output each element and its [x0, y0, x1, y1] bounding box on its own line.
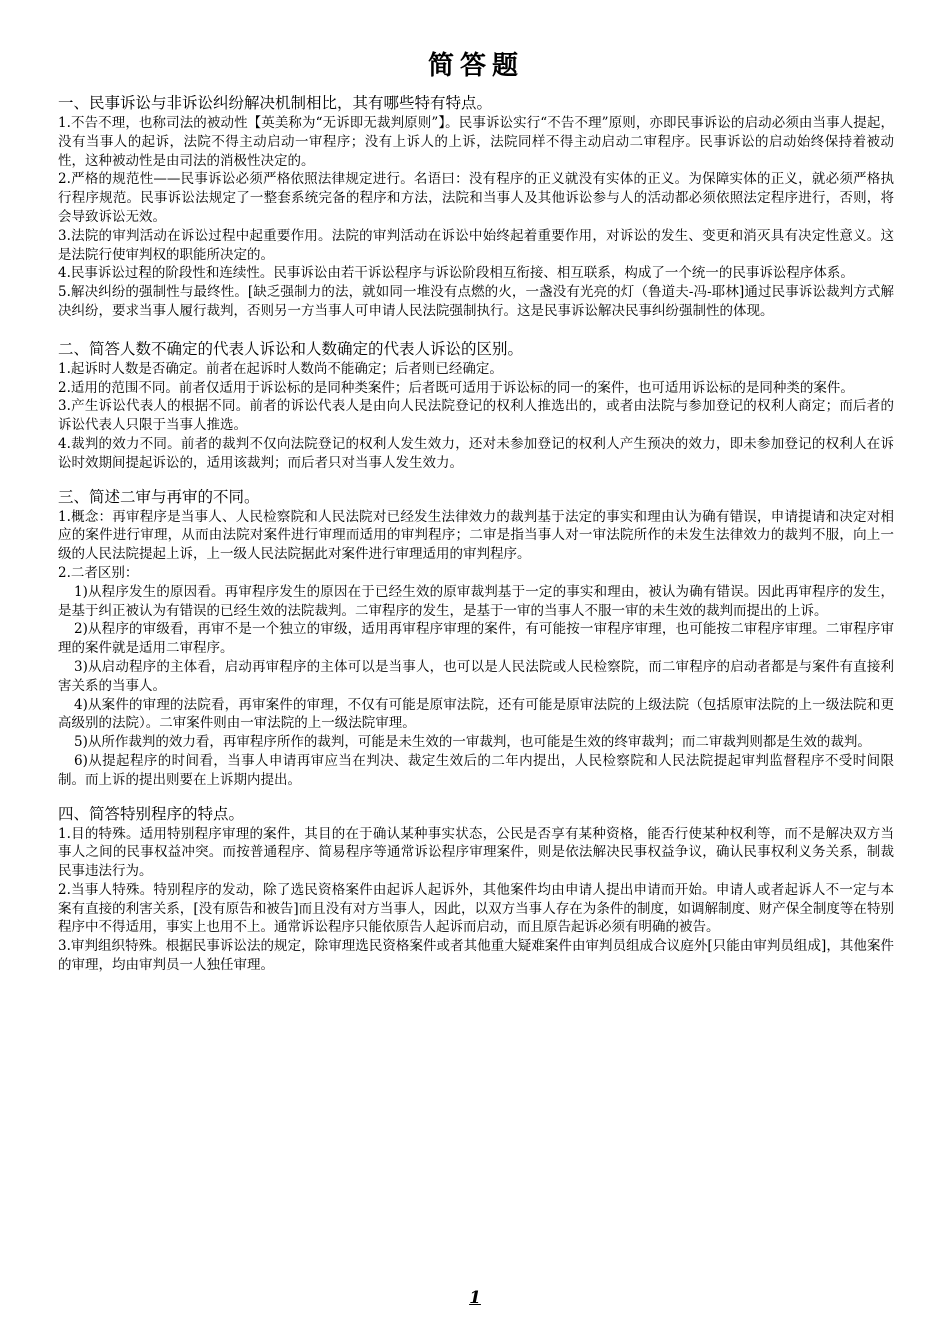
paragraph: 5.解决纠纷的强制性与最终性。[缺乏强制力的法，就如同一堆没有点燃的火，一盏没有光亮的灯（鲁道夫-冯-耶林]通过民事诉讼裁判方式解决纠纷，要求当事人履行裁判，否则另一方当事人可申请人民法院强制执行。这是民事诉讼解决民事纠纷强制性的体现。: [58, 284, 894, 319]
section-2: [58, 338, 894, 473]
document-page: [58, 48, 894, 975]
sub-item: 6)从提起程序的时间看，当事人申请再审应当在判决、裁定生效后的二年内提出，人民检察院和人民法院提起审判监督程序不受时间限制。而上诉的提出则要在上诉期内提出。: [58, 752, 894, 788]
sub-item: 4)从案件的审理的法院看，再审案件的审理，不仅有可能是原审法院，还有可能是原审法院的上级法院（包括原审法院的上一级法院和更高级别的法院）。二审案件则由一审法院的上一级法院审理。: [58, 696, 894, 732]
sub-item: 2)从程序的审级看，再审不是一个独立的审级，适用再审程序审理的案件，有可能按一审程序审理，也可能按二审程序审理。二审程序审理的案件就是适用二审程序。: [58, 621, 894, 657]
paragraph: 3.产生诉讼代表人的根据不同。前者的诉讼代表人是由向人民法院登记的权利人推选出的，或者由法院与参加登记的权利人商定；而后者的诉讼代表人只限于当事人推选。: [58, 398, 894, 434]
section-3: [58, 486, 894, 790]
section-heading: 二、简答人数不确定的代表人诉讼和人数确定的代表人诉讼的区别。: [58, 339, 524, 358]
sub-item: 3)从启动程序的主体看，启动再审程序的主体可以是当事人，也可以是人民法院或人民检察院，而二审程序的启动者都是与案件有直接利害关系的当事人。: [58, 658, 894, 694]
paragraph: 2.严格的规范性——民事诉讼必须严格依照法律规定进行。名语曰：没有程序的正义就没有实体的正义。为保障实体的正义，就必须严格执行程序规范。民事诉讼法规定了一整套系统完备的程序和方法，法院和当事人及其他诉讼参与人的活动都必须依照法定程序进行，否则，将会导致诉讼无效。: [58, 171, 894, 225]
paragraph: 1.概念：再审程序是当事人、人民检察院和人民法院对已经发生法律效力的裁判基于法定的事实和理由认为确有错误，申请提请和决定对相应的案件进行审理，从而由法院对案件进行审理而适用的审判程序；二审是指当事人对一审法院所作的未发生法律效力的裁判不服，向上一级的人民法院提起上诉，上一级人民法院据此对案件进行审理适用的审判程序。: [58, 508, 894, 563]
paragraph: 1.不告不理，也称司法的被动性【英美称为“无诉即无裁判原则”】。民事诉讼实行“不告不理”原则，亦即民事诉讼的启动必须由当事人提起，没有当事人的起诉，法院不得主动启动一审程序；没有上诉人的上诉，法院同样不得主动启动二审程序。民事诉讼的启动始终保持着被动性，这种被动性是由司法的消极性决定的。: [58, 115, 894, 169]
section-1: [58, 92, 894, 321]
paragraph: 2.当事人特殊。特别程序的发动，除了选民资格案件由起诉人起诉外，其他案件均由申请人提出申请而开始。申请人或者起诉人不一定与本案有直接的利害关系，[没有原告和被告]而且没有对方当事人，因此，以双方当事人存在为条件的制度，如调解制度、财产保全制度等在特别程序中不得适用，事实上也用不上。通常诉讼程序只能依原告人起诉而启动，而且原告起诉必须有明确的被告。: [58, 881, 894, 936]
paragraph: 1.目的特殊。适用特别程序审理的案件，其目的在于确认某种事实状态，公民是否享有某种资格，能否行使某种权利等，而不是解决双方当事人之间的民事权益冲突。而按普通程序、简易程序等通常诉讼程序审理案件，则是依法解决民事权益争议，确认民事权利义务关系，制裁民事违法行为。: [58, 825, 894, 880]
section-heading: 一、民事诉讼与非诉讼纠纷解决机制相比，其有哪些特有特点。: [58, 94, 493, 112]
sub-item: 5)从所作裁判的效力看，再审程序所作的裁判，可能是未生效的一审裁判，也可能是生效的终审裁判；而二审裁判则都是生效的裁判。: [74, 734, 871, 751]
section-heading: 四、简答特别程序的特点。: [58, 804, 245, 823]
sub-item: 1)从程序发生的原因看。再审程序发生的原因在于已经生效的原审裁判基于一定的事实和理由，被认为确有错误。因此再审程序的发生，是基于纠正被认为有错误的已经生效的法院裁判。二审程序的发生，是基于一审的当事人不服一审的未生效的裁判而提出的上诉。: [58, 583, 894, 619]
document-title: 简答题: [427, 51, 524, 81]
paragraph: 3.法院的审判活动在诉讼过程中起重要作用。法院的审判活动在诉讼中始终起着重要作用，对诉讼的发生、变更和消灭具有决定性意义。这是法院行使审判权的职能所决定的。: [58, 227, 894, 263]
section-heading: 三、简述二审与再审的不同。: [58, 487, 260, 506]
paragraph: 1.起诉时人数是否确定。前者在起诉时人数尚不能确定；后者则已经确定。: [58, 360, 503, 377]
paragraph: 2.二者区别：: [58, 564, 139, 581]
paragraph: 2.适用的范围不同。前者仅适用于诉讼标的是同种类案件；后者既可适用于诉讼标的同一的案件，也可适用诉讼标的是同种类的案件。: [58, 379, 854, 396]
paragraph: 4.裁判的效力不同。前者的裁判不仅向法院登记的权利人发生效力，还对未参加登记的权利人产生预决的效力，即未参加登记的权利人在诉讼时效期间提起诉讼的，适用该裁判；而后者只对当事人发生效力。: [58, 435, 894, 471]
page-number: 1: [469, 1288, 481, 1308]
paragraph: 3.审判组织特殊。根据民事诉讼法的规定，除审理选民资格案件或者其他重大疑难案件由审判员组成合议庭外[只能由审判员组成]，其他案件的审理，均由审判员一人独任审理。: [58, 938, 894, 974]
paragraph: 4.民事诉讼过程的阶段性和连续性。民事诉讼由若干诉讼程序与诉讼阶段相互衔接、相互联系，构成了一个统一的民事诉讼程序体系。: [58, 265, 854, 282]
section-4: [58, 803, 894, 975]
